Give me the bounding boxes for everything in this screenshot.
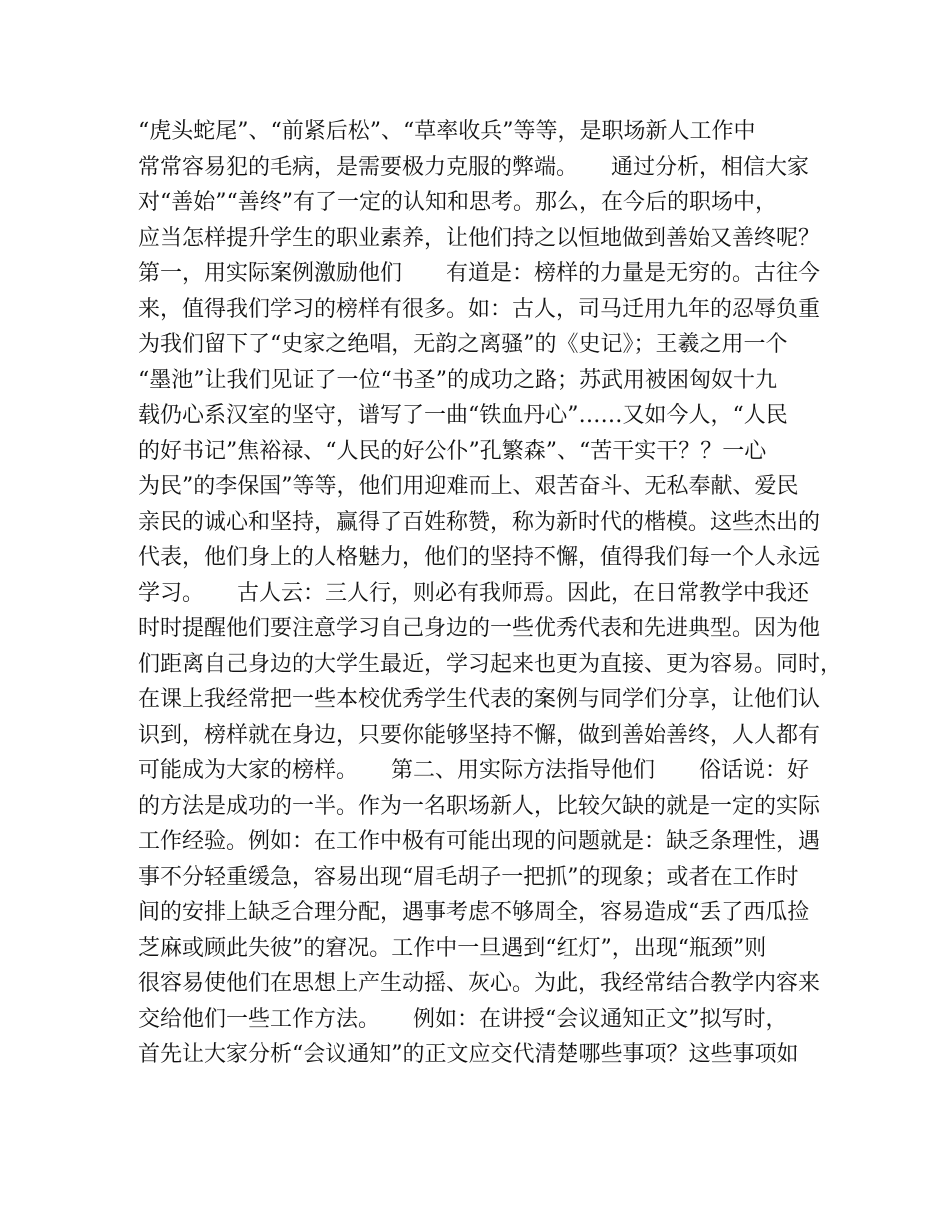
text-line: 在课上我经常把一些本校优秀学生代表的案例与同学们分享，让他们认 <box>138 687 821 712</box>
text-line: 可能成为大家的榜样。 第二、用实际方法指导他们 俗话说：好 <box>138 758 810 783</box>
text-line: “墨池”让我们见证了一位“书圣”的成功之路；苏武用被困匈奴十九 <box>138 367 777 393</box>
text-line: 代表，他们身上的人格魅力，他们的坚持不懈，值得我们每一个人永远 <box>138 545 821 570</box>
text-line: 首先让大家分析“会议通知”的正文应交代清楚哪些事项？这些事项如 <box>138 1042 799 1067</box>
text-line: 很容易使他们在思想上产生动摇、灰心。为此，我经常结合教学内容来 <box>138 971 821 996</box>
text-line: 第一，用实际案例激励他们 有道是：榜样的力量是无穷的。古往今 <box>138 261 821 286</box>
text-line: 交给他们一些工作方法。 例如：在讲授“会议通知正文”拟写时， <box>138 1006 788 1032</box>
text-line: 应当怎样提升学生的职业素养，让他们持之以恒地做到善始又善终呢？ <box>138 225 821 251</box>
text-line: 的方法是成功的一半。作为一名职场新人，比较欠缺的就是一定的实际 <box>138 793 821 819</box>
text-line: 芝麻或顾此失彼”的窘况。工作中一旦遇到“红灯”，出现“瓶颈”则 <box>138 935 767 961</box>
body-text <box>138 114 843 1073</box>
text-line: 事不分轻重缓急，容易出现“眉毛胡子一把抓”的现象；或者在工作时 <box>138 864 799 890</box>
text-line: “虎头蛇尾”、“前紧后松”、“草率收兵”等等，是职场新人工作中 <box>138 119 756 144</box>
text-line: 对“善始”“善终”有了一定的认知和思考。那么，在今后的职场中， <box>138 190 777 215</box>
text-line: 载仍心系汉室的坚守，谱写了一曲“铁血丹心”……又如今人，“人民 <box>138 403 788 428</box>
text-line: 的好书记”焦裕禄、“人民的好公仆”孔繁森”、“苦干实干？？一心 <box>138 438 767 464</box>
text-line: 们距离自己身边的大学生最近，学习起来也更为直接、更为容易。同时， <box>138 651 843 677</box>
text-line: 为民”的李保国”等等，他们用迎难而上、艰苦奋斗、无私奉献、爱民 <box>138 474 799 499</box>
text-line: 来，值得我们学习的榜样有很多。如：古人，司马迁用九年的忍辱负重 <box>138 296 821 322</box>
text-line: 常常容易犯的毛病，是需要极力克服的弊端。 通过分析，相信大家 <box>138 154 810 180</box>
text-line: 学习。 古人云：三人行，则必有我师焉。因此，在日常教学中我还 <box>138 580 810 606</box>
text-line: 工作经验。例如：在工作中极有可能出现的问题就是：缺乏条理性，遇 <box>138 829 821 854</box>
text-line: 识到，榜样就在身边，只要你能够坚持不懈，做到善始善终，人人都有 <box>138 722 821 748</box>
text-line: 为我们留下了“史家之绝唱，无韵之离骚”的《史记》；王羲之用一个 <box>138 332 788 357</box>
text-line: 时时提醒他们要注意学习自己身边的一些优秀代表和先进典型。因为他 <box>138 616 821 641</box>
text-line: 间的安排上缺乏合理分配，遇事考虑不够周全，容易造成“丢了西瓜捡 <box>138 900 810 925</box>
text-line: 亲民的诚心和坚持，赢得了百姓称赞，称为新时代的楷模。这些杰出的 <box>138 509 821 535</box>
